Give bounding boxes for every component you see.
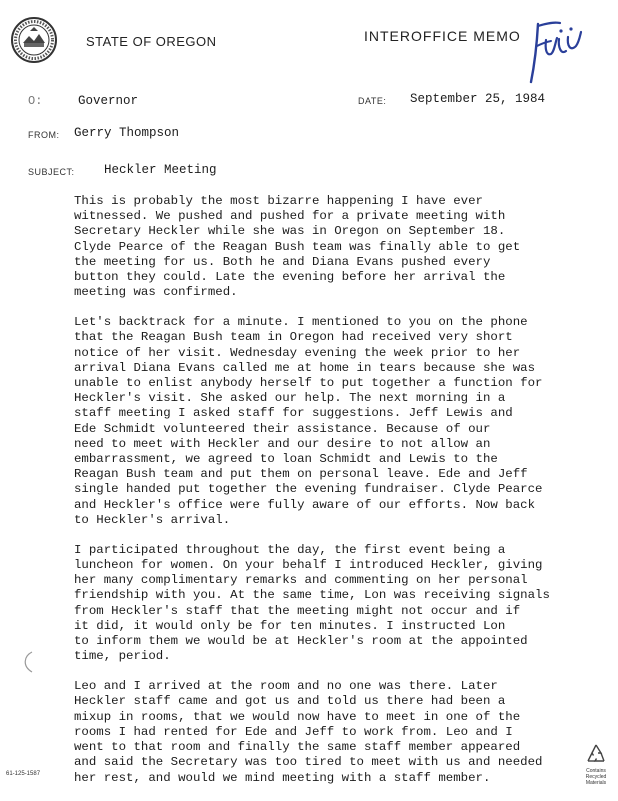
paragraph-4: Leo and I arrived at the room and no one was there. Later Heckler staff came and got us and told us there had been a mixup in rooms, that we would now have to meet in one of the rooms I had rented for Ede and Jeff to work from. Leo and I went to that room and finally the same staff member appeared and said the Secretary was too tired to meet with us and needed her rest, and would we mind meeting with a staff member. xyxy=(74,679,543,785)
recycle-icon xyxy=(583,742,609,768)
paragraph-2: Let's backtrack for a minute. I mentioned to you on the phone that the Reagan Bush team in Oregon had received very short notice of her visit. Wednesday evening the week prior to her arrival Diana Evans called me at home in tears because she was unable to enlist anybody herself to put together a function for Heckler's visit. She asked our help. The next morning in a staff meeting I asked staff for suggestions. Jeff Lewis and Ede Schmidt volunteered their assistance. Because of our need to meet with Heckler and our desire to not allow an embarrassment, we agreed to loan Schmidt and Lewis to the Reagan Bush team and put them on personal leave. Ede and Jeff single handed put together the evening fundraiser. Clyde Pearce and Heckler's office were fully aware of our efforts. Now back to Heckler's arrival. xyxy=(74,315,543,527)
agency-name: STATE OF OREGON xyxy=(86,34,217,49)
paragraph-1: This is probably the most bizarre happening I have ever witnessed. We pushed and pushed for a private meeting with Secretary Heckler while she was in Oregon on September 18. Clyde Pearce of the Reagan Bush team was finally able to get the meeting for us. Both he and Diana Evans pushed every button they could. Late the evening before her arrival the meeting was confirmed. xyxy=(74,194,521,300)
memo-body xyxy=(74,194,594,801)
handwritten-initials xyxy=(524,18,586,88)
from-value: Gerry Thompson xyxy=(74,126,180,140)
date-value: September 25, 1984 xyxy=(410,92,546,106)
recycled-materials-note: Contains Recycled Materials xyxy=(585,768,607,786)
margin-mark xyxy=(18,650,38,674)
state-seal-icon xyxy=(10,16,58,64)
date-label: DATE: xyxy=(358,96,387,106)
subject-value: Heckler Meeting xyxy=(104,163,217,177)
form-number: 61-125-1587 xyxy=(6,771,41,777)
paragraph-3: I participated throughout the day, the first event being a luncheon for women. On your behalf I introduced Heckler, giving her many complimentary remarks and commenting on her personal friendship with you. At the same time, Lon was receiving signals from Heckler's staff that the meeting might not occur and if it did, it would only be for ten minutes. I instructed Lon to inform them we would be at Heckler's room at the appointed time, period. xyxy=(74,542,550,664)
to-label: O: xyxy=(28,94,43,108)
memo-type-title: INTEROFFICE MEMO xyxy=(364,28,521,44)
to-value: Governor xyxy=(78,94,139,108)
from-label: FROM: xyxy=(28,130,60,140)
subject-label: SUBJECT: xyxy=(28,167,75,177)
